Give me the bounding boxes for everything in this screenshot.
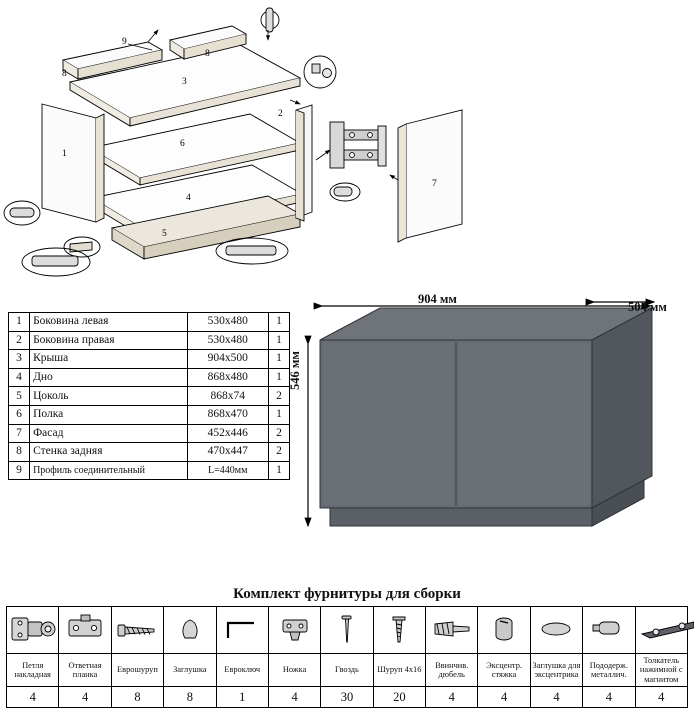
hardware-qty: 4 (530, 687, 582, 708)
hardware-name: Шуруп 4х16 (373, 654, 425, 687)
part-size: 904х500 (187, 350, 268, 369)
callout-6: 6 (180, 139, 185, 149)
part-no: 2 (9, 331, 30, 350)
callout-5: 5 (162, 229, 167, 239)
hardware-name: Эксцентр. стяжка (478, 654, 530, 687)
hardware-icon-cell (164, 607, 216, 654)
part-qty: 2 (268, 387, 289, 406)
hardware-qty: 4 (478, 687, 530, 708)
callout-8b: 8 (205, 49, 210, 59)
part-name: Полка (30, 405, 188, 424)
hardware-name: Заглушка для эксцентрика (530, 654, 582, 687)
dimension-depth: 504 мм (628, 300, 667, 314)
part-name: Фасад (30, 424, 188, 443)
part-size: 868х480 (187, 368, 268, 387)
euro-screw-icon (112, 610, 163, 650)
table-row (9, 461, 290, 480)
callout-8: 8 (62, 69, 67, 79)
hardware-icon-cell (478, 607, 530, 654)
table-row (9, 424, 290, 443)
part-name: Боковина левая (30, 313, 188, 332)
hardware-icon-cell (635, 607, 688, 654)
part-qty: 1 (268, 313, 289, 332)
hinge-plate-icon (59, 610, 110, 650)
hinge-icon (7, 610, 58, 650)
hardware-icon-cell (373, 607, 425, 654)
exploded-assembly-diagram (0, 0, 694, 290)
part-no: 4 (9, 368, 30, 387)
hardware-icon-cell (321, 607, 373, 654)
part-size: 452х446 (187, 424, 268, 443)
hardware-name: Ввинчив. дюбель (426, 654, 478, 687)
callout-7: 7 (432, 179, 437, 189)
callout-9: 9 (122, 37, 127, 47)
part-size: 530х480 (187, 313, 268, 332)
hardware-qty: 4 (426, 687, 478, 708)
hardware-name: Гвоздь (321, 654, 373, 687)
part-qty: 1 (268, 461, 289, 480)
hardware-icon-cell (268, 607, 320, 654)
hardware-icon-cell (111, 607, 163, 654)
part-size: 530х480 (187, 331, 268, 350)
hardware-qty: 4 (7, 687, 59, 708)
part-no: 5 (9, 387, 30, 406)
part-name: Стенка задняя (30, 443, 188, 462)
part-no: 6 (9, 405, 30, 424)
hardware-icon-cell (59, 607, 111, 654)
part-qty: 2 (268, 424, 289, 443)
cabinet-3d-view (292, 286, 692, 556)
part-no: 7 (9, 424, 30, 443)
part-qty: 1 (268, 350, 289, 369)
hardware-name: Петля накладная (7, 654, 59, 687)
hardware-icon-cell (426, 607, 478, 654)
part-name: Дно (30, 368, 188, 387)
parts-table (8, 312, 290, 480)
shelf-support-icon (583, 610, 634, 650)
euro-key-icon (217, 610, 268, 650)
hardware-qty: 8 (164, 687, 216, 708)
dimension-height: 546 мм (288, 351, 302, 390)
eccentric-cap-icon (531, 610, 582, 650)
hardware-qty: 4 (268, 687, 320, 708)
hardware-name: Заглушка (164, 654, 216, 687)
hardware-icon-cell (583, 607, 635, 654)
hardware-name: Ножка (268, 654, 320, 687)
hardware-qty: 4 (59, 687, 111, 708)
part-no: 1 (9, 313, 30, 332)
part-name: Цоколь (30, 387, 188, 406)
table-row (9, 443, 290, 462)
hardware-icon-cell (216, 607, 268, 654)
part-qty: 1 (268, 405, 289, 424)
part-qty: 2 (268, 443, 289, 462)
hardware-name: Толкатель нажимной с магнитом (635, 654, 688, 687)
dimension-width: 904 мм (418, 292, 457, 306)
table-row (9, 313, 290, 332)
nail-icon (321, 610, 372, 650)
hardware-qty: 4 (635, 687, 688, 708)
eccentric-icon (478, 610, 529, 650)
hardware-qty: 30 (321, 687, 373, 708)
hardware-name: Еврошуруп (111, 654, 163, 687)
hardware-name: Евроключ (216, 654, 268, 687)
part-size: 470х447 (187, 443, 268, 462)
screw-icon (374, 610, 425, 650)
hardware-qty: 4 (583, 687, 635, 708)
part-size: 868х74 (187, 387, 268, 406)
callout-1: 1 (62, 149, 67, 159)
hardware-icon-cell (530, 607, 582, 654)
leg-icon (269, 610, 320, 650)
hardware-kit-title: Комплект фурнитуры для сборки (233, 586, 461, 602)
table-row (9, 368, 290, 387)
callout-3: 3 (182, 77, 187, 87)
part-no: 8 (9, 443, 30, 462)
hardware-name: Ответная планка (59, 654, 111, 687)
table-row (9, 331, 290, 350)
part-size: L=440мм (187, 461, 268, 480)
table-row (9, 387, 290, 406)
magnet-catch-icon (636, 610, 688, 650)
callout-4: 4 (186, 193, 191, 203)
callout-2: 2 (278, 109, 283, 119)
part-qty: 1 (268, 331, 289, 350)
cap-icon (164, 610, 215, 650)
part-no: 9 (9, 461, 30, 480)
part-name: Крыша (30, 350, 188, 369)
hardware-qty: 20 (373, 687, 425, 708)
hardware-kit-table (6, 606, 688, 708)
table-row (9, 405, 290, 424)
hardware-icon-cell (7, 607, 59, 654)
part-size: 868х470 (187, 405, 268, 424)
dowel-screw-icon (426, 610, 477, 650)
part-name: Боковина правая (30, 331, 188, 350)
hardware-qty: 8 (111, 687, 163, 708)
part-name: Профиль соединительный (30, 461, 188, 480)
part-no: 3 (9, 350, 30, 369)
part-qty: 1 (268, 368, 289, 387)
hardware-qty: 1 (216, 687, 268, 708)
hardware-name: Пододерж. металлич. (583, 654, 635, 687)
table-row (9, 350, 290, 369)
